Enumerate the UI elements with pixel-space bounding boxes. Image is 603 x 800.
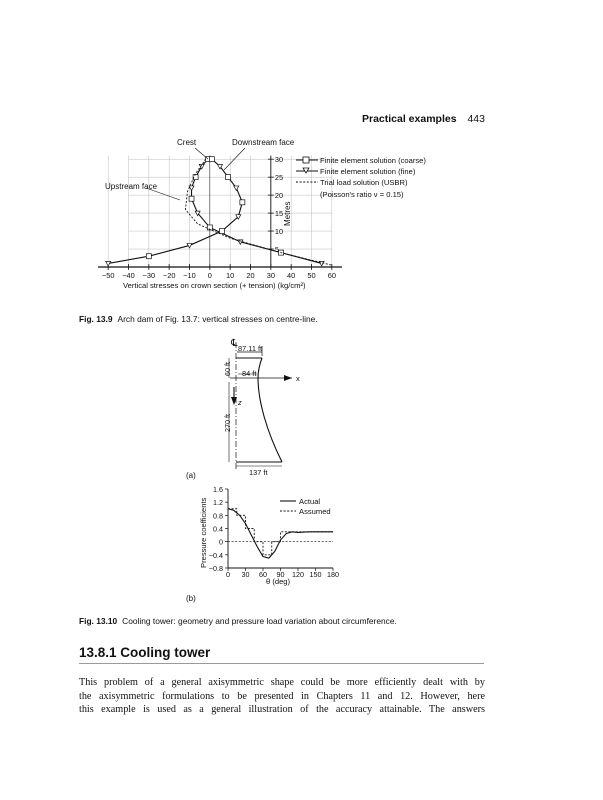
fig139-series [106,157,332,266]
y-tick-label: 0 [219,537,223,547]
upstream-pointer [146,188,180,200]
x-tick-label: 30 [266,271,275,280]
tower-profile [258,358,282,462]
y-tick-label: −0.4 [208,550,223,560]
data-point-fine [106,261,111,266]
legend-assumed: Assumed [299,507,331,516]
x-tick-label: 0 [226,570,230,579]
data-point-coarse [146,254,151,259]
label-downstream-face: Downstream face [232,138,295,147]
label-b: (b) [186,594,196,603]
axis-x-label: x [296,374,300,383]
y-tick-label: 15 [274,209,284,219]
x-tick-label: 40 [287,271,296,280]
fig139-ylabel: Metres [283,201,292,226]
legend-poisson: (Poisson's ratio ν = 0.15) [320,190,404,199]
y-tick-label: 0.8 [213,511,223,521]
x-tick-label: 150 [309,570,322,579]
body-paragraph [79,676,485,717]
body-line: the axisymmetric formulations to be presented in Chapters 11 and 12. However, here [79,690,485,702]
legend-fine: Finite element solution (fine) [320,167,416,176]
x-tick-label: −40 [122,271,135,280]
legend-marker-coarse [303,157,309,163]
x-tick-label: 20 [246,271,255,280]
fig139-legend [296,156,426,199]
label-crest: Crest [177,138,197,147]
y-tick-label: 30 [274,155,284,165]
series-usbr [185,159,331,265]
data-point-coarse [240,200,245,205]
fig1310b-xlabel: θ (deg) [266,577,291,586]
fig139-xlabel: Vertical stresses on crown section (+ tension) (kg/cm²) [123,281,306,290]
x-tick-label: 10 [226,271,235,280]
centre-line-symbol: ℄ [231,338,238,349]
data-point-coarse [226,175,231,180]
fig139-ticks [102,155,336,280]
x-tick-label: 90 [276,570,285,579]
fig1310b-ylabel: Pressure coefficients [199,497,208,568]
label-upstream-face: Upstream face [105,182,158,191]
y-tick-label: −0.8 [208,564,223,573]
legend-usbr: Trial load solution (USBR) [320,178,408,187]
x-tick-label: −50 [101,271,115,280]
fig139-caption-text: Arch dam of Fig. 13.7: vertical stresses on centre-line. [117,314,318,324]
fig1310-caption-num: Fig. 13.10 [79,616,118,626]
body-line: this example is used as a general illustration of the accuracy attainable. The answers [79,704,485,716]
data-point-fine [199,164,204,169]
legend-coarse: Finite element solution (coarse) [320,156,426,165]
y-tick-label: 5 [274,245,279,255]
data-point-coarse [209,157,214,162]
fig1310-caption [79,616,397,626]
fig139-caption [79,314,318,324]
fig1310b-legend [280,497,331,516]
fig1310a-geometry [186,338,300,480]
dim-base-label: 137 ft [249,468,268,477]
data-point-coarse [189,196,194,201]
dim-lower-label: 270 ft [223,414,232,432]
x-tick-label: 120 [292,570,304,579]
fig1310-caption-text: Cooling tower: geometry and pressure load variation about circumference. [122,616,397,626]
series-fe-0 [192,159,322,263]
heading-rule [79,663,484,664]
section-heading: 13.8.1 Cooling tower [79,645,211,660]
y-tick-label: 10 [274,227,284,237]
data-point-fine [234,186,239,191]
y-tick-label: 1.6 [213,485,223,494]
body-line: This problem of a general axisymmetric shape could be more efficiently dealt with by [79,677,485,688]
fig139-caption-num: Fig. 13.9 [79,314,113,324]
fig1310b-series [228,509,333,558]
x-tick-label: 50 [307,271,316,280]
y-tick-label: 0.4 [213,524,223,534]
page-number: 443 [467,113,485,125]
crest-pointer [195,148,208,159]
fig139-grid [108,156,332,267]
x-tick-label: 60 [259,570,267,579]
x-tick-label: −10 [183,271,196,280]
label-a: (a) [186,471,196,480]
y-tick-label: 1.2 [213,498,223,508]
y-tick-label: 20 [274,191,284,201]
x-tick-label: 60 [327,271,336,280]
dim-top-label: 87.11 ft [238,344,263,353]
x-tick-label: 30 [241,570,250,579]
axis-z-label: z [238,398,242,407]
x-tick-label: −30 [142,271,156,280]
data-point-fine [189,186,194,191]
dim-throat-label: 84 ft [242,369,257,378]
x-axis-arrow [284,375,292,381]
y-tick-label: 25 [274,173,284,183]
data-point-coarse [220,229,225,234]
x-tick-label: 0 [207,271,212,280]
legend-actual: Actual [299,497,321,506]
x-tick-label: 180 [327,570,339,579]
dim-upper-label: 60 ft [223,362,232,376]
x-tick-label: −20 [162,271,176,280]
running-head-section: Practical examples [361,113,457,125]
